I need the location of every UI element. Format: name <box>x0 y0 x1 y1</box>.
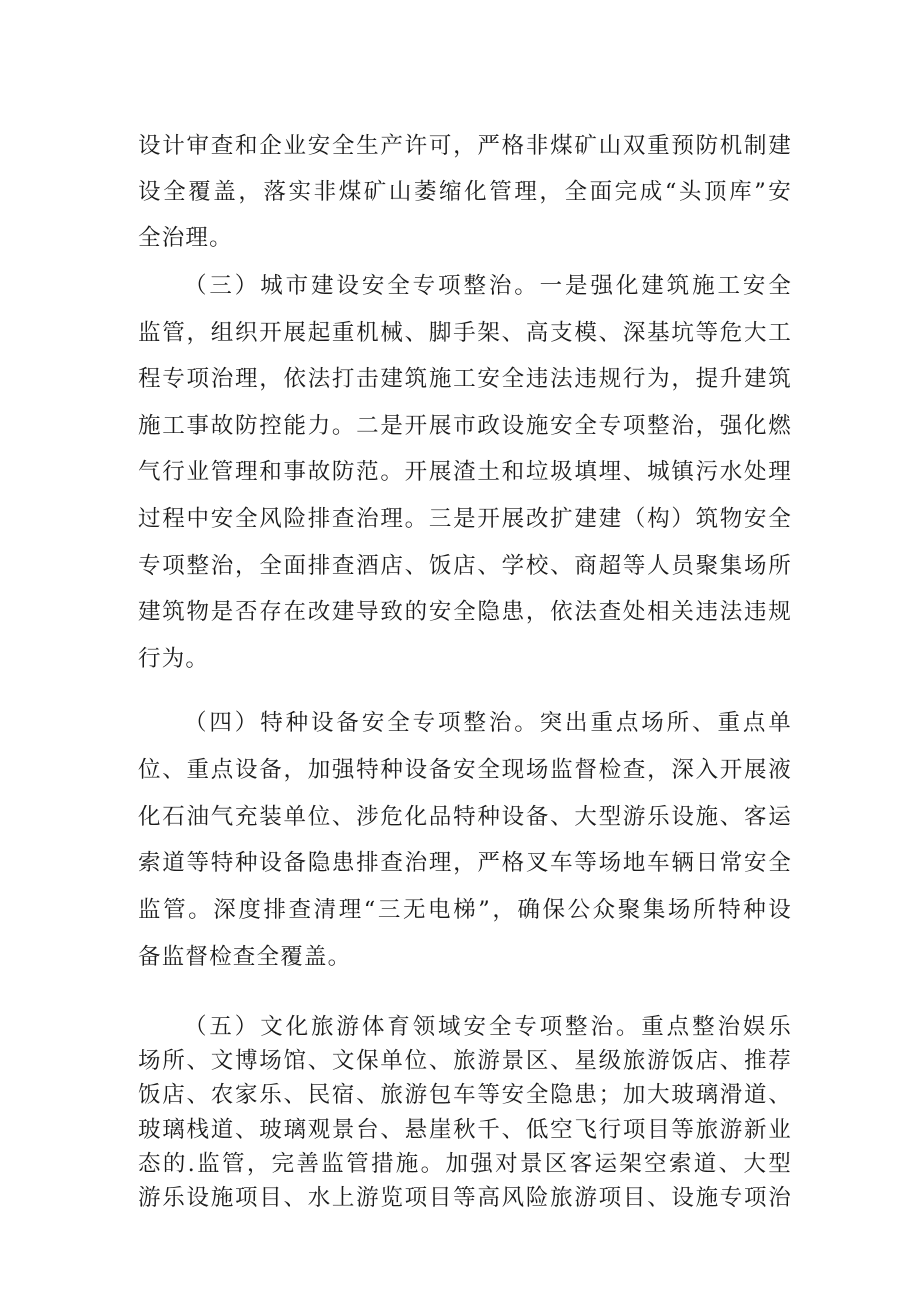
text-line: 饭店、农家乐、民宿、旅游包车等安全隐患；加大玻璃滑道、 <box>138 1082 792 1109</box>
text-line: 过程中安全风险排查治理。三是开展改扩建建（构）筑物安全 <box>138 505 792 532</box>
text-line: 备监督检查全覆盖。 <box>138 943 352 970</box>
text-line: 监管，组织开展起重机械、脚手架、高支模、深基坑等危大工 <box>138 319 792 346</box>
text-line: 化石油气充装单位、涉危化品特种设备、大型游乐设施、客运 <box>138 803 792 830</box>
text-line: （五）文化旅游体育领域安全专项整治。重点整治娱乐 <box>184 1014 792 1040</box>
text-line: （三）城市建设安全专项整治。一是强化建筑施工安全 <box>184 273 792 299</box>
text-line: 程专项治理，依法打击建筑施工安全违法违规行为，提升建筑 <box>138 366 792 393</box>
text-line: 索道等特种设备隐患排查治理，严格叉车等场地车辆日常安全 <box>138 850 792 877</box>
paragraph-urban-construction <box>138 263 792 682</box>
paragraph-culture-tourism-sports <box>138 1010 792 1215</box>
text-line: 场所、文博场馆、文保单位、旅游景区、星级旅游饭店、推荐 <box>138 1048 792 1075</box>
text-line: 玻璃栈道、玻璃观景台、悬崖秋千、低空飞行项目等旅游新业 <box>138 1116 792 1143</box>
text-line: 态的.监管，完善监管措施。加强对景区客运架空索道、大型 <box>138 1150 792 1177</box>
text-line: 施工事故防控能力。二是开展市政设施安全专项整治，强化燃 <box>138 412 792 439</box>
text-line: 气行业管理和事故防范。开展渣土和垃圾填埋、城镇污水处理 <box>138 459 792 486</box>
paragraph-special-equipment <box>138 700 792 981</box>
text-line: 设全覆盖，落实非煤矿山萎缩化管理，全面完成“头顶库”安 <box>138 179 792 205</box>
text-line: 设计审查和企业安全生产许可，严格非煤矿山双重预防机制建 <box>138 133 792 159</box>
text-line: 游乐设施项目、水上游览项目等高风险旅游项目、设施专项治 <box>138 1184 792 1211</box>
paragraph-continuation <box>138 123 792 261</box>
text-line: 全治理。 <box>138 225 233 251</box>
text-line: 位、重点设备，加强特种设备安全现场监督检查，深入开展液 <box>138 756 792 783</box>
text-line: 建筑物是否存在改建导致的安全隐患，依法查处相关违法违规 <box>138 599 792 626</box>
text-line: 监管。深度排查清理“三无电梯”，确保公众聚集场所特种设 <box>138 897 792 924</box>
text-line: 专项整治，全面排查酒店、饭店、学校、商超等人员聚集场所 <box>138 552 792 579</box>
text-line: 行为。 <box>138 645 210 672</box>
text-line: （四）特种设备安全专项整治。突出重点场所、重点单 <box>184 710 792 736</box>
